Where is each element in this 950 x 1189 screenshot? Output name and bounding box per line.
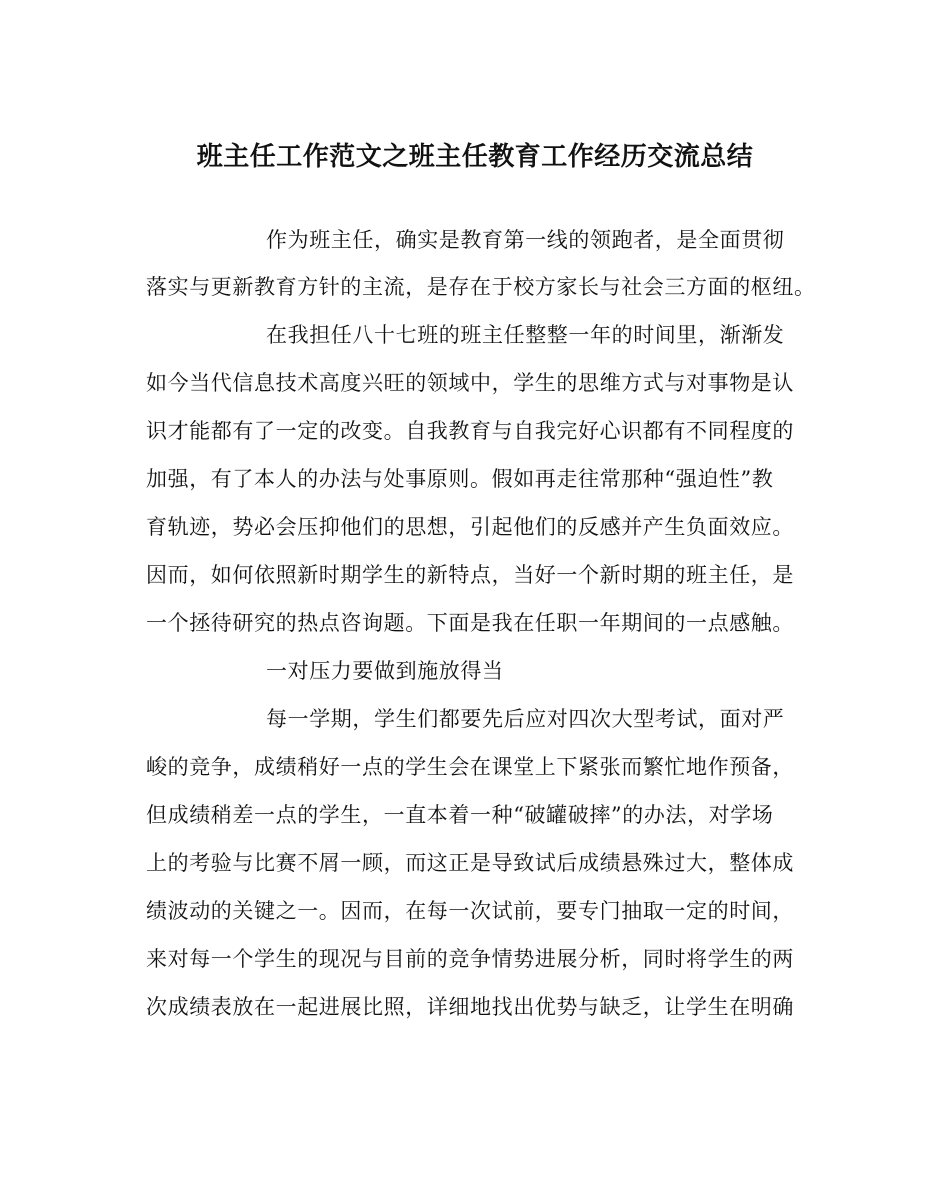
paragraph-line: 加强，有了本人的办法与处事原则。假如再走往常那种“强迫性”教 [146, 467, 774, 491]
document-title: 班主任工作范文之班主任教育工作经历交流总结 [196, 142, 754, 172]
paragraph-line: 但成绩稍差一点的学生，一直本着一种“破罐破摔”的办法，对学场 [146, 803, 774, 827]
paragraph-line: 一个拯待研究的热点咨询题。下面是我在任职一年期间的一点感触。 [146, 611, 794, 635]
paragraph-line: 峻的竞争，成绩稍好一点的学生会在课堂上下紧张而繁忙地作预备， [146, 755, 794, 779]
section-heading: 一对压力要做到施放得当 [266, 659, 504, 683]
paragraph-line: 来对每一个学生的现况与目前的竞争情势进展分析，同时将学生的两 [146, 947, 794, 971]
paragraph-line: 育轨迹，势必会压抑他们的思想，引起他们的反感并产生负面效应。 [146, 515, 794, 539]
paragraph-line: 如今当代信息技术高度兴旺的领域中，学生的思维方式与对事物是认 [146, 371, 794, 395]
paragraph-line: 因而，如何依照新时期学生的新特点，当好一个新时期的班主任，是 [146, 563, 794, 587]
paragraph-line: 在我担任八十七班的班主任整整一年的时间里，渐渐发 [266, 323, 785, 347]
paragraph-line: 每一学期，学生们都要先后应对四次大型考试，面对严 [266, 707, 785, 731]
paragraph-line: 上的考验与比赛不屑一顾，而这正是导致试后成绩悬殊过大，整体成 [146, 851, 794, 875]
paragraph-line: 绩波动的关键之一。因而，在每一次试前，要专门抽取一定的时间， [146, 899, 794, 923]
paragraph-line: 作为班主任，确实是教育第一线的领跑者，是全面贯彻 [266, 228, 785, 252]
paragraph-line: 识才能都有了一定的改变。自我教育与自我完好心识都有不同程度的 [146, 419, 794, 443]
paragraph-line: 落实与更新教育方针的主流，是存在于校方家长与社会三方面的枢纽。 [146, 275, 816, 299]
paragraph-line: 次成绩表放在一起进展比照，详细地找出优势与缺乏，让学生在明确 [146, 995, 794, 1019]
